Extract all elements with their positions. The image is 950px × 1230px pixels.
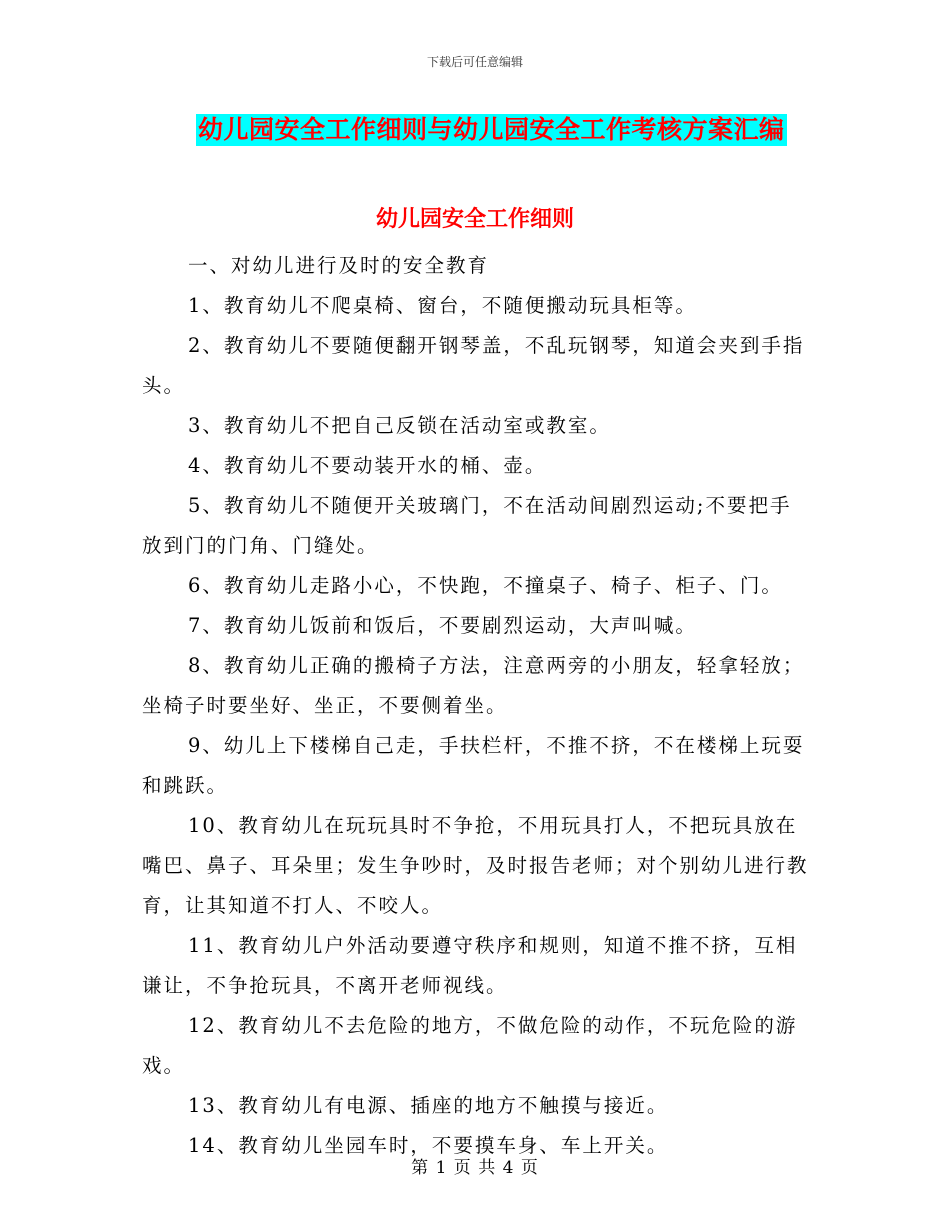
rule-item: 12、教育幼儿不去危险的地方，不做危险的动作，不玩危险的游戏。: [142, 1014, 798, 1077]
rule-item: 2、教育幼儿不要随便翻开钢琴盖，不乱玩钢琴，知道会夹到手指头。: [142, 334, 805, 397]
body-content: [142, 246, 812, 1166]
rule-item: 3、教育幼儿不把自己反锁在活动室或教室。: [188, 414, 611, 437]
rule-item: 13、教育幼儿有电源、插座的地方不触摸与接近。: [188, 1094, 669, 1117]
page-footer: 第 1 页 共 4 页: [411, 1158, 539, 1178]
rule-item: 7、教育幼儿饭前和饭后，不要剧烈运动，大声叫喊。: [188, 614, 697, 637]
rule-item: 1、教育幼儿不爬桌椅、窗台，不随便搬动玩具柜等。: [188, 294, 697, 317]
rule-item: 10、教育幼儿在玩玩具时不争抢，不用玩具打人，不把玩具放在嘴巴、鼻子、耳朵里；发生争吵时，及时报告老师；对个别幼儿进行教育，让其知道不打人、不咬人。: [142, 814, 809, 917]
section-heading: 一、对幼儿进行及时的安全教育: [188, 254, 490, 277]
rule-item: 9、幼儿上下楼梯自己走，手扶栏杆，不推不挤，不在楼梯上玩耍和跳跃。: [142, 734, 805, 797]
rule-item: 4、教育幼儿不要动装开水的桶、壶。: [188, 454, 547, 477]
section-title: 幼儿园安全工作细则: [375, 206, 574, 232]
rule-item: 8、教育幼儿正确的搬椅子方法，注意两旁的小朋友，轻拿轻放；坐椅子时要坐好、坐正，不要侧着坐。: [142, 654, 805, 717]
header-note: 下载后可任意编辑: [426, 55, 523, 69]
rule-item: 11、教育幼儿户外活动要遵守秩序和规则，知道不推不挤，互相谦让，不争抢玩具，不离开老师视线。: [142, 934, 798, 997]
rule-item: 5、教育幼儿不随便开关玻璃门，不在活动间剧烈运动;不要把手放到门的门角、门缝处。: [142, 494, 792, 557]
main-title: 幼儿园安全工作细则与幼儿园安全工作考核方案汇编: [198, 115, 785, 144]
rule-item: 6、教育幼儿走路小心，不快跑，不撞桌子、椅子、柜子、门。: [188, 574, 783, 597]
rule-item: 14、教育幼儿坐园车时，不要摸车身、车上开关。: [188, 1134, 669, 1157]
